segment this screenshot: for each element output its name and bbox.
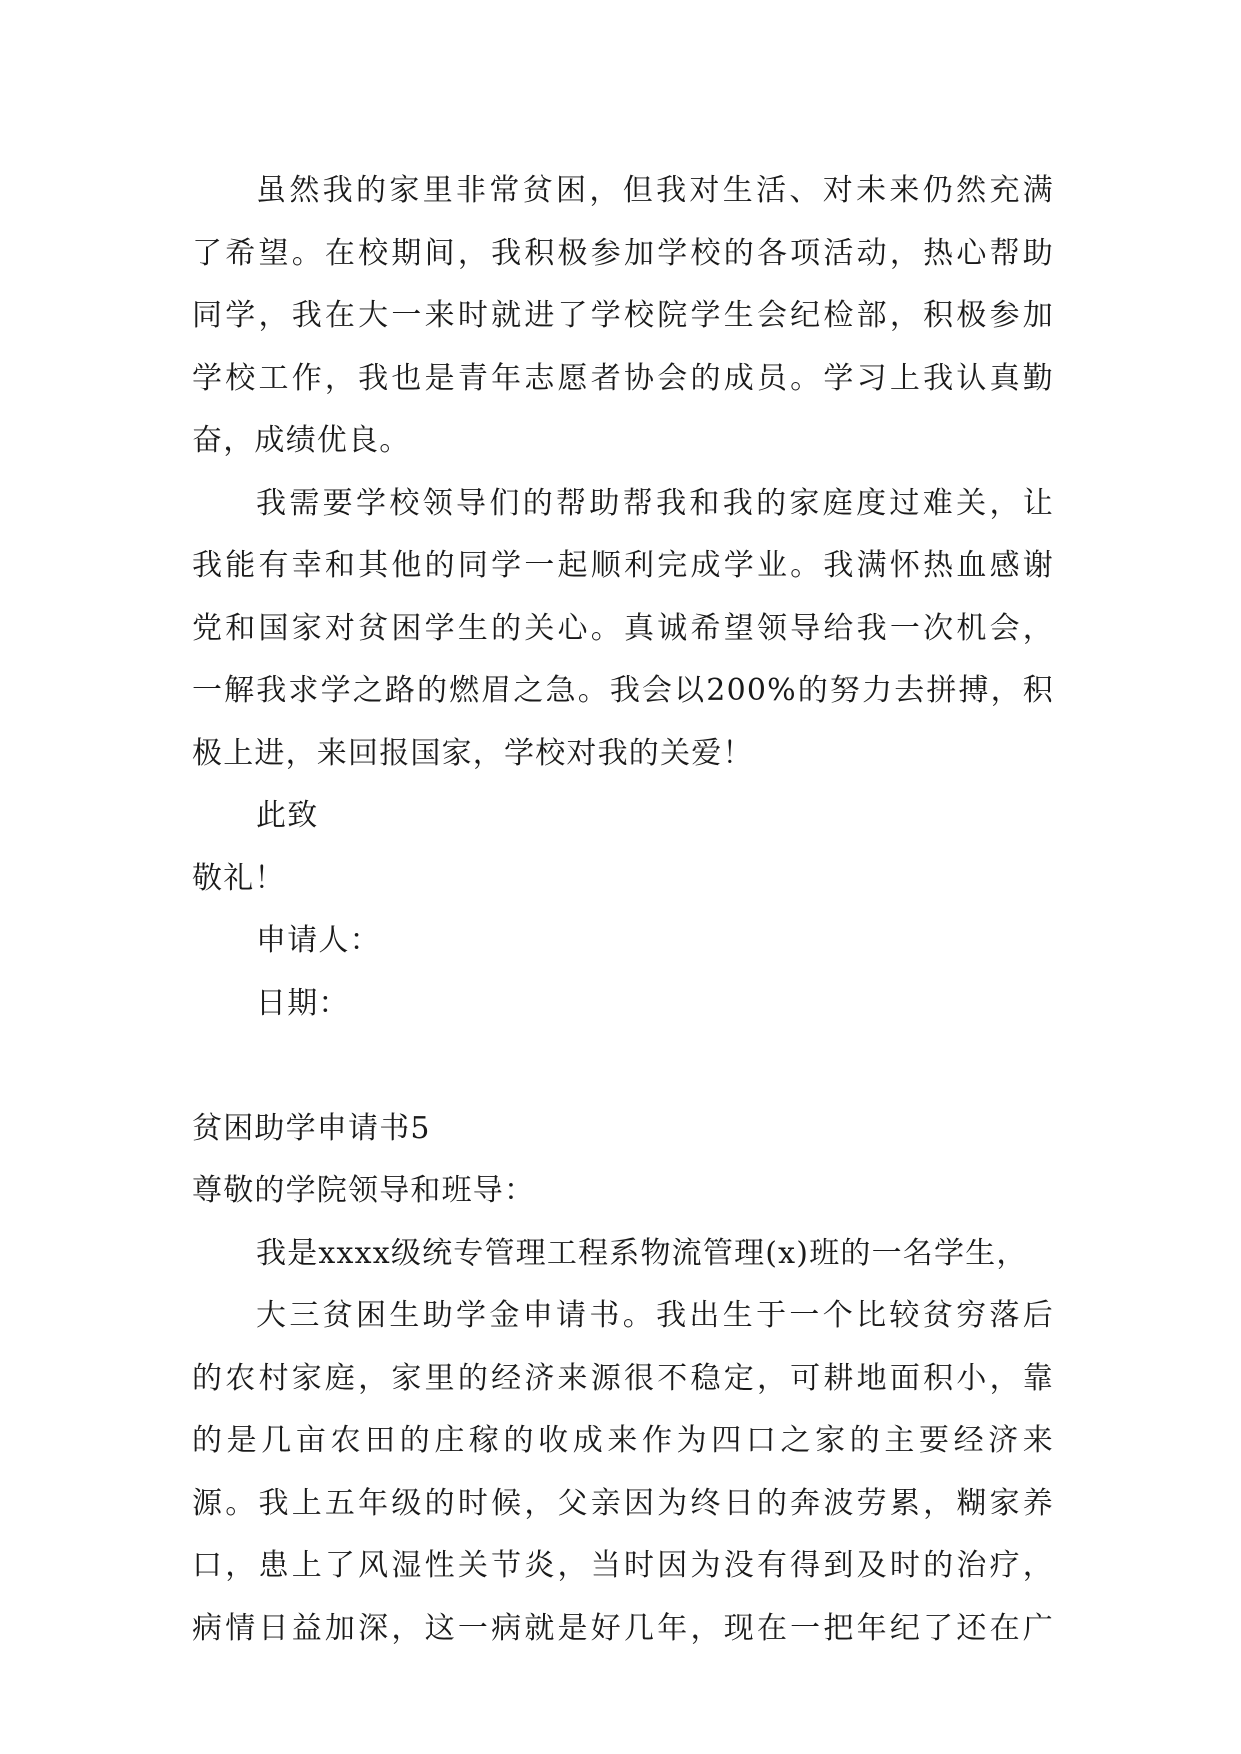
paragraph-line: 我是xxxx级统专管理工程系物流管理(x)班的一名学生， bbox=[256, 1235, 1028, 1271]
letter-salutation: 尊敬的学院领导和班导： bbox=[192, 1173, 536, 1208]
paragraph-line: 我能有幸和其他的同学一起顺利完成学业。我满怀热血感谢 bbox=[192, 548, 1054, 583]
paragraph-line: 源。我上五年级的时候，父亲因为终日的奔波劳累，糊家养 bbox=[192, 1485, 1054, 1521]
paragraph-line: 了希望。在校期间，我积极参加学校的各项活动，热心帮助 bbox=[192, 235, 1054, 271]
paragraph-line: 同学，我在大一来时就进了学校院学生会纪检部，积极参加 bbox=[192, 298, 1054, 333]
paragraph-line: 一解我求学之路的燃眉之急。我会以200%的努力去拼搏，积 bbox=[192, 673, 1054, 708]
paragraph-line: 党和国家对贫困学生的关心。真诚希望领导给我一次机会， bbox=[192, 610, 1054, 646]
paragraph-line: 的农村家庭，家里的经济来源很不稳定，可耕地面积小，靠 bbox=[192, 1360, 1054, 1396]
paragraph-line: 口，患上了风湿性关节炎，当时因为没有得到及时的治疗， bbox=[192, 1548, 1054, 1583]
paragraph-line: 学校工作，我也是青年志愿者协会的成员。学习上我认真勤 bbox=[192, 360, 1054, 396]
paragraph-line: 极上进，来回报国家，学校对我的关爱！ bbox=[192, 735, 754, 771]
applicant-label: 申请人： bbox=[256, 923, 381, 958]
closing-line: 此致 bbox=[256, 798, 319, 833]
paragraph-line: 大三贫困生助学金申请书。我出生于一个比较贫穷落后 bbox=[256, 1298, 1054, 1333]
date-label: 日期： bbox=[256, 985, 350, 1021]
paragraph-line: 虽然我的家里非常贫困，但我对生活、对未来仍然充满 bbox=[256, 173, 1054, 208]
paragraph-line: 我需要学校领导们的帮助帮我和我的家庭度过难关，让 bbox=[256, 485, 1054, 521]
document-body bbox=[192, 160, 1054, 1660]
paragraph-line: 奋，成绩优良。 bbox=[192, 423, 411, 458]
paragraph-line: 病情日益加深，这一病就是好几年，现在一把年纪了还在广 bbox=[192, 1610, 1054, 1646]
letter-title: 贫困助学申请书5 bbox=[192, 1110, 431, 1146]
section-spacer bbox=[192, 1035, 1054, 1098]
closing-salute: 敬礼！ bbox=[192, 860, 286, 896]
paragraph-line: 的是几亩农田的庄稼的收成来作为四口之家的主要经济来 bbox=[192, 1423, 1054, 1458]
